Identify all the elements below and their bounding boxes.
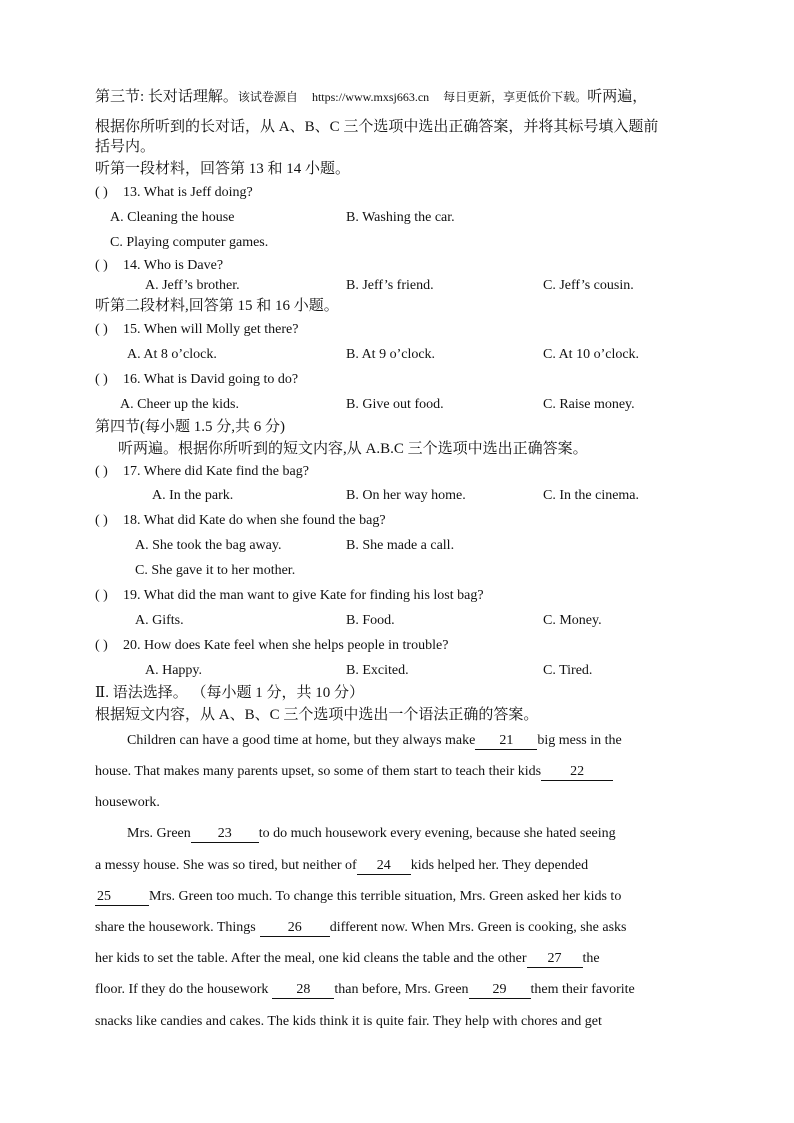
blank-21[interactable]: 21 <box>475 733 537 750</box>
passage-text: different now. When Mrs. Green is cooking, she asks <box>329 920 627 935</box>
passage-line <box>95 950 600 968</box>
option-c: C. Jeff’s cousin. <box>543 278 634 293</box>
option-c: C. Tired. <box>543 663 593 678</box>
blank-24[interactable]: 24 <box>357 858 411 875</box>
option-a: A. Cleaning the house <box>110 210 235 225</box>
passage-text: than before, Mrs. Green <box>334 982 469 997</box>
answer-bracket[interactable]: ( ) <box>95 588 108 603</box>
grammar-title: Ⅱ. 语法选择。 （每小题 1 分，共 10 分） <box>95 685 364 701</box>
option-b: B. Jeff’s friend. <box>346 278 434 293</box>
question-19 <box>95 587 484 605</box>
section-header-line <box>95 88 647 106</box>
option-b: B. Food. <box>346 613 395 628</box>
option-c: C. Playing computer games. <box>110 235 269 250</box>
passage-line <box>95 919 627 937</box>
section-title: 第三节: 长对话理解。 <box>95 89 238 105</box>
option-c: C. At 10 o’clock. <box>543 347 640 362</box>
question-15 <box>95 321 298 339</box>
question-20 <box>95 637 448 655</box>
option-a: A. Happy. <box>145 663 203 678</box>
blank-25[interactable]: 25 <box>95 889 149 906</box>
passage-text: a messy house. She was so tired, but neither of <box>95 858 357 873</box>
blank-23[interactable]: 23 <box>191 826 259 843</box>
option-b: B. Washing the car. <box>346 210 455 225</box>
option-a: A. She took the bag away. <box>135 538 282 553</box>
question-text: 13. What is Jeff doing? <box>123 185 253 200</box>
passage-text: the <box>582 951 600 966</box>
source-note: 该试卷源自 <box>237 90 298 104</box>
passage-line <box>95 857 588 875</box>
passage-text: her kids to set the table. After the meal, one kid cleans the table and the other <box>95 951 527 966</box>
material-intro: 听第一段材料，回答第 13 和 14 小题。 <box>95 161 351 177</box>
option-a: A. At 8 o’clock. <box>127 347 217 362</box>
passage-line <box>95 888 621 906</box>
question-18 <box>95 512 386 530</box>
question-13 <box>95 184 253 202</box>
passage-text: house. That makes many parents upset, so some of them start to teach their kids <box>95 764 542 779</box>
passage-text: to do much housework every evening, because she hated seeing <box>258 826 616 841</box>
answer-bracket[interactable]: ( ) <box>95 372 108 387</box>
passage-line <box>127 825 616 843</box>
blank-27[interactable]: 27 <box>527 951 583 968</box>
passage-text: Mrs. Green <box>127 826 191 841</box>
instruction-line: 括号内。 <box>95 139 156 155</box>
question-text: 15. When will Molly get there? <box>123 322 299 337</box>
passage-text: kids helped her. They depended <box>410 858 589 873</box>
instruction-tail: 听两遍， <box>587 89 648 105</box>
answer-bracket[interactable]: ( ) <box>95 185 108 200</box>
passage-line <box>127 732 622 750</box>
question-17 <box>95 463 309 481</box>
question-text: 17. Where did Kate find the bag? <box>123 464 309 479</box>
question-14 <box>95 257 223 275</box>
blank-29[interactable]: 29 <box>469 982 531 999</box>
grammar-instruction: 根据短文内容，从 A、B、C 三个选项中选出一个语法正确的答案。 <box>95 707 539 723</box>
answer-bracket[interactable]: ( ) <box>95 513 108 528</box>
answer-bracket[interactable]: ( ) <box>95 638 108 653</box>
question-text: 14. Who is Dave? <box>123 258 224 273</box>
passage-text: Mrs. Green too much. To change this terrible situation, Mrs. Green asked her kids to <box>149 889 622 904</box>
option-a: A. Gifts. <box>135 613 184 628</box>
answer-bracket[interactable]: ( ) <box>95 322 108 337</box>
passage-text: floor. If they do the housework <box>95 982 269 997</box>
answer-bracket[interactable]: ( ) <box>95 464 108 479</box>
option-c: C. Raise money. <box>543 397 635 412</box>
section-instruction: 听两遍。根据你所听到的短文内容,从 A.B.C 三个选项中选出正确答案。 <box>118 441 588 457</box>
answer-bracket[interactable]: ( ) <box>95 258 108 273</box>
source-url: https://www.mxsj663.cn <box>311 90 430 104</box>
option-c: C. She gave it to her mother. <box>135 563 296 578</box>
option-b: B. She made a call. <box>346 538 455 553</box>
option-b: B. At 9 o’clock. <box>346 347 436 362</box>
passage-text: share the housework. Things <box>95 920 256 935</box>
option-c: C. In the cinema. <box>543 488 640 503</box>
option-b: B. On her way home. <box>346 488 466 503</box>
question-16 <box>95 371 298 389</box>
passage-line: housework. <box>95 795 160 810</box>
passage-line <box>95 763 613 781</box>
option-a: A. Jeff’s brother. <box>145 278 240 293</box>
blank-28[interactable]: 28 <box>272 982 334 999</box>
blank-26[interactable]: 26 <box>260 920 330 937</box>
option-c: C. Money. <box>543 613 602 628</box>
material-intro: 听第二段材料,回答第 15 和 16 小题。 <box>95 298 339 314</box>
promo-note: 每日更新，享更低价下载。 <box>443 90 588 104</box>
option-a: A. Cheer up the kids. <box>120 397 239 412</box>
instruction-line: 根据你所听到的长对话，从 A、B、C 三个选项中选出正确答案，并将其标号填入题前 <box>95 119 659 135</box>
option-b: B. Excited. <box>346 663 409 678</box>
passage-text: them their favorite <box>530 982 635 997</box>
question-text: 20. How does Kate feel when she helps people in trouble? <box>123 638 449 653</box>
passage-text: big mess in the <box>537 733 622 748</box>
option-a: A. In the park. <box>152 488 234 503</box>
passage-line <box>95 981 635 999</box>
option-b: B. Give out food. <box>346 397 444 412</box>
section-title: 第四节(每小题 1.5 分,共 6 分) <box>95 419 285 435</box>
question-text: 18. What did Kate do when she found the bag? <box>123 513 386 528</box>
passage-line: snacks like candies and cakes. The kids think it is quite fair. They help with chores and get <box>95 1014 602 1029</box>
passage-text: Children can have a good time at home, but they always make <box>127 733 476 748</box>
question-text: 19. What did the man want to give Kate for finding his lost bag? <box>123 588 484 603</box>
blank-22[interactable]: 22 <box>541 764 613 781</box>
question-text: 16. What is David going to do? <box>123 372 299 387</box>
